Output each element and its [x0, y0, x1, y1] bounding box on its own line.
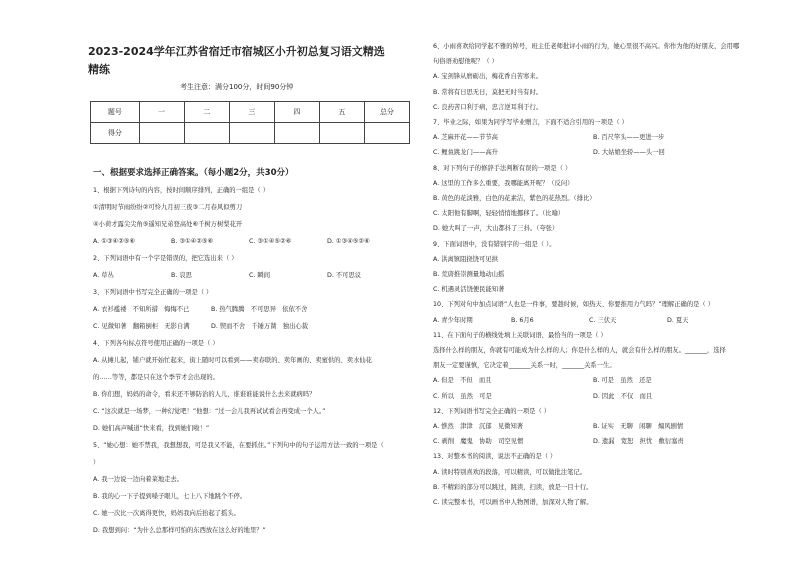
answer-option[interactable]: C. 三伏天 [589, 316, 617, 324]
answer-option[interactable]: A. 但是 不但 而且 [433, 377, 492, 385]
question-line: B. 荒唐推崇测量地动山摇 [433, 271, 505, 278]
score-cell: 二 [184, 102, 229, 123]
question-line: ④小荷才露尖尖角⑤遥知兄弟登高处⑥千树万树梨花开 [93, 221, 243, 228]
question-line: B. 黄色的花淡雅，白色的花素洁，紫色的花热烈。（排比） [433, 195, 596, 202]
question-line: A. 我一边说一边向着菜地走去。 [93, 476, 184, 483]
question-line: C. 太阳他有脚啊，轻轻悄悄地挪移了。（比喻） [433, 210, 565, 218]
score-input-cell[interactable] [139, 123, 184, 144]
question-line: A. 宝剑锋从磨砺出，梅花香自苦寒来。 [433, 73, 542, 81]
question-line: D. 她们高声喊道“快来看，找到她们啦！” [93, 425, 210, 432]
question-line: C. 机遇灵活饶便民能知著 [433, 286, 505, 294]
score-cell: 总分 [364, 102, 409, 123]
answer-option[interactable]: C. 鲤鱼跳龙门——高升 [433, 149, 499, 157]
answer-option[interactable]: B. 热气腾腾 不可思异 依依不舍 [211, 306, 308, 313]
answer-option[interactable]: D. 不可思议 [327, 272, 362, 279]
question-line: 5、“她心想：她不禁我，我想想我，可是我又不能，在要抓住。”下列句中的句子运用方法一致的一项是（ [93, 442, 384, 449]
score-cell: 四 [274, 102, 319, 123]
answer-option[interactable]: A. 草丛 [93, 272, 114, 279]
answer-option[interactable]: D. 因此 不仅 而且 [593, 392, 653, 400]
question-line: A. 这里的工作多么重要，我哪能离开呢？（反问） [433, 179, 574, 187]
question-line: 8、对下列句子的修辞手法判断有误的一项是（ ） [433, 164, 572, 172]
answer-option[interactable]: A. 衣衫褴褛 不知所措 悔悔不已 [93, 306, 190, 313]
score-input-cell[interactable] [319, 123, 364, 144]
question-line: 的……等等，都是只在这个季节才会出现的。 [93, 374, 219, 381]
question-line: 13、对整本书的阅读，说法不正确的是（ ） [433, 453, 557, 461]
question-line: B. 我的心一下子提到嗓子眼儿，七上八下地跳个不停。 [93, 493, 247, 500]
answer-option[interactable]: A. ①③④②⑤⑥ [93, 238, 136, 245]
score-input-cell[interactable] [274, 123, 319, 144]
question-line: 10、下列对句中加点词语“人也是一件事，要趁时候，如热天、你要推用力气吗？”理解正确的是（ ） [433, 301, 715, 309]
question-line: B. 你们想，妈妈的命令，看来还不够防治的人儿，谁谁谁能说什么去来就病吗？ [93, 391, 316, 398]
title-line-1: 2023-2024学年江苏省宿迁市宿城区小升初总复习语文精选 [88, 45, 385, 58]
question-line: A. 洪离镇阻挠饶可见拱 [433, 255, 498, 263]
question-line: ） [93, 459, 100, 466]
question-line: ①清明时节雨纷纷②可怜九月初三夜③二月春风似剪刀 [93, 204, 243, 211]
answer-option[interactable]: A. 芝麻开花——节节高 [433, 134, 498, 142]
question-line: 3、下列词语中书写完全正确的一项是（ ） [93, 289, 213, 296]
answer-option[interactable]: B. 6月6 [511, 316, 534, 324]
question-line: C. 她一次比一次离得更快，妈妈我向后抬起了摇头。 [93, 510, 240, 517]
answer-option[interactable]: D. ①③④⑤②⑥ [327, 238, 370, 245]
question-line: 11、在下面句子的横线处填上关联词语，最恰当的一项是（ ） [433, 331, 607, 339]
exam-notice: 考生注意：满分100分，时间90分钟 [180, 83, 294, 91]
question-line: C. 良药苦口利于病，忠言逆耳利于行。 [433, 103, 543, 111]
score-cell: 题号 [91, 102, 140, 123]
answer-option[interactable]: D. 大姑娘坐轿——头一回 [593, 149, 665, 157]
section-heading: 一、根据要求选择正确答案。（每小题2分，共30分） [93, 168, 294, 178]
score-cell: 一 [139, 102, 184, 123]
answer-option[interactable]: A. 憔然 津津 沉郁 见微知著 [433, 423, 524, 430]
answer-option[interactable]: C. 剥削 魔鬼 协助 司空见惯 [433, 438, 524, 446]
question-line: 选择什么样的朋友，你就有可能成为什么样的人；你是什么样的人，就会有什么样的朋友。_______，选择 [433, 347, 726, 354]
question-line: 9、下面词语中，没有错别字的一组是（ ）。 [433, 240, 556, 248]
question-line: C. 读完整本书，可以画书中人物图谱，加深对人物了解。 [433, 499, 593, 506]
answer-option[interactable]: B. 证实 无聊 闲聊 煽风剧情 [593, 423, 684, 430]
answer-option[interactable]: C. 瞬间 [249, 272, 270, 279]
question-line: 6、小雨喜欢给同学起不雅的绰号，班主任老师批评小雨的行为，她心里很不高兴。你作为他的好朋友，会用哪 [433, 43, 740, 50]
score-cell: 得分 [91, 123, 140, 144]
question-line: B. 不精彩的部分可以跳过，跳读，扫读，放是一目十行。 [433, 483, 593, 491]
question-line: 句俗语劝慰他呢？（ ） [433, 58, 498, 66]
question-line: A. 从摊儿起，铺户就开始忙起来，街上随时可以看到——卖春联的、卖年画的、卖蜜供的、卖水仙花 [93, 357, 372, 364]
score-cell: 三 [229, 102, 274, 123]
question-line: 12、下列词语书写完全正确的一项是（ ） [433, 407, 551, 415]
exam-title [88, 43, 393, 79]
question-line: B. 常将有日思无日，莫把无时当有时。 [433, 88, 543, 96]
answer-option[interactable]: D. 夏天 [667, 316, 689, 324]
score-input-cell[interactable] [229, 123, 274, 144]
question-line: A. 读时特别喜欢的段落，可以精读，可以做批注笔记。 [433, 468, 587, 476]
answer-option[interactable]: B. 百尺竿头——更进一步 [593, 134, 665, 142]
score-cell: 五 [319, 102, 364, 123]
score-input-cell[interactable] [364, 123, 409, 144]
question-line: D. 她大叫了一声，大山都抖了三抖。（夸张） [433, 225, 559, 233]
title-line-2: 精练 [88, 63, 110, 76]
answer-option[interactable]: C. ③①④⑤②⑥ [249, 238, 292, 245]
question-line: 朋友一定要谨慎，它决定着_______关系一时，_______关系一生。 [433, 362, 616, 370]
score-value-row [91, 123, 410, 144]
answer-option[interactable]: B. ③①④②⑤⑥ [171, 238, 214, 245]
question-line: D. 我想到问：“为什么总那样可怕的东西放在这么好的地里？” [93, 527, 266, 534]
score-table [90, 101, 410, 144]
answer-option[interactable]: B. 可是 虽然 还是 [593, 377, 652, 385]
answer-option[interactable]: A. 青少年时期 [433, 316, 473, 324]
question-line: 7、毕业之际，如果为同学写毕业赠言，下面不适合引用的一项是（ ） [433, 119, 628, 126]
answer-option[interactable]: D. 遗漏 宽恕 担忧 敷衍塞责 [593, 438, 684, 446]
question-line: 1、根据下列诗句的内容，按时间顺序排列，正确的一组是（ ） [93, 187, 270, 194]
score-header-row [91, 102, 410, 123]
answer-option[interactable]: B. 哀思 [171, 272, 192, 279]
answer-option[interactable]: C. 所以 虽然 可是 [433, 392, 492, 400]
answer-option[interactable]: D. 锲而不舍 千锤万凿 独出心裁 [211, 323, 309, 330]
question-line: 2、下列词语中有一个字是错误的，把它选出来（ ） [93, 255, 238, 262]
question-line: C. “这次就是一场梦，一种幻觉吧！”他想：“过一会儿我再试试看会再变成一个人。” [93, 408, 326, 415]
question-line: 4、下列各句标点符号使用正确的一项是（ ） [93, 340, 219, 347]
answer-option[interactable]: C. 见微知著 翻箱倒柜 无影自满 [93, 323, 190, 330]
score-input-cell[interactable] [184, 123, 229, 144]
